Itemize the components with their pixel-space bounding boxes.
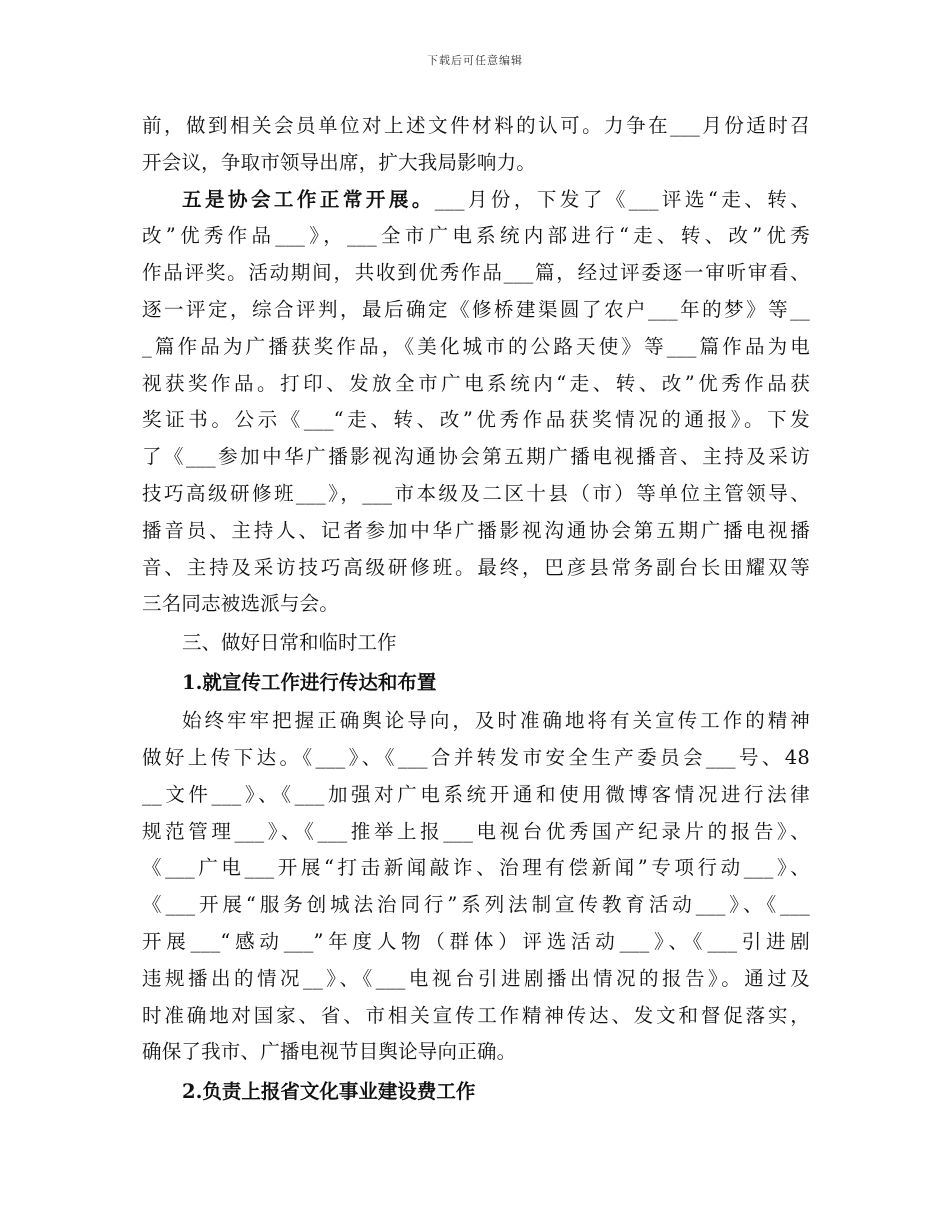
document-body (142, 108, 810, 1113)
paragraph-line: 三名同志被选派与会。 (142, 592, 340, 616)
paragraph-line: 违规播出的情况__》、《___电视台引进剧播出情况的报告》。通过及 (142, 966, 810, 990)
paragraph-line: 确保了我市、广播电视节目舆论导向正确。 (142, 1040, 517, 1064)
paragraph-line: 前，做到相关会员单位对上述文件材料的认可。力争在___月份适时召 (142, 114, 810, 137)
paragraph-line: 规范管理___》、《___推举上报___电视台优秀国产纪录片的报告》、 (142, 819, 810, 843)
paragraph-line: __文件___》、《___加强对广电系统开通和使用微博客情况进行法律 (142, 782, 810, 806)
paragraph-line: 逐一评定，综合评判，最后确定《修桥建渠圆了农户___年的梦》等__ (142, 297, 810, 321)
paragraph-lead-bold: 五是协会工作正常开展。 (182, 187, 435, 211)
paragraph-line: 音、主持及采访技巧高级研修班。最终，巴彦县常务副台长田耀双等 (142, 555, 810, 579)
paragraph-line: 开会议，争取市领导出席，扩大我局影响力。 (142, 150, 537, 174)
paragraph-line: 时准确地对国家、省、市相关宣传工作精神传达、发文和督促落实， (142, 1003, 810, 1027)
paragraph-line: 改”优秀作品___》，___全市广电系统内部进行“走、转、改”优秀 (142, 224, 810, 248)
paragraph-line: 《___开展“服务创城法治同行”系列法制宣传教育活动___》、《___ (142, 893, 810, 917)
paragraph-line: 做好上传下达。《___》、《___合并转发市安全生产委员会___号、48 (142, 745, 810, 769)
paragraph-line: 了《___参加中华广播影视沟通协会第五期广播电视播音、主持及采访 (142, 445, 810, 469)
subsection-heading: 1.就宣传工作进行传达和布置 (182, 671, 437, 695)
paragraph-line: 开展___“感动___”年度人物（群体）评选活动___》、《___引进剧 (142, 929, 810, 953)
paragraph-line: 奖证书。公示《___“走、转、改”优秀作品获奖情况的通报》。下发 (142, 408, 810, 432)
paragraph-line: 技巧高级研修班___》，___市本级及二区十县（市）等单位主管领导、 (142, 481, 810, 505)
page-header-note: 下载后可任意编辑 (427, 54, 523, 67)
subsection-heading: 2.负责上报省文化事业建设费工作 (182, 1080, 476, 1104)
paragraph-line: 始终牢牢把握正确舆论导向，及时准确地将有关宣传工作的精神 (182, 709, 810, 733)
paragraph-line: 播音员、主持人、记者参加中华广播影视沟通协会第五期广播电视播 (142, 518, 810, 542)
section-heading: 三、做好日常和临时工作 (182, 631, 397, 655)
paragraph-line: _篇作品为广播获奖作品，《美化城市的公路天使》等___篇作品为电 (142, 334, 810, 358)
paragraph-lead-text: ___月份，下发了《___评选“走、转、 (434, 187, 810, 211)
paragraph-line: 作品评奖。活动期间，共收到优秀作品___篇，经过评委逐一审听审看、 (142, 261, 810, 285)
paragraph-line (142, 182, 810, 219)
paragraph-line: 《___广电___开展“打击新闻敲诈、治理有偿新闻”专项行动___》、 (142, 856, 810, 880)
paragraph-line: 视获奖作品。打印、发放全市广电系统内“走、转、改”优秀作品获 (142, 371, 810, 395)
